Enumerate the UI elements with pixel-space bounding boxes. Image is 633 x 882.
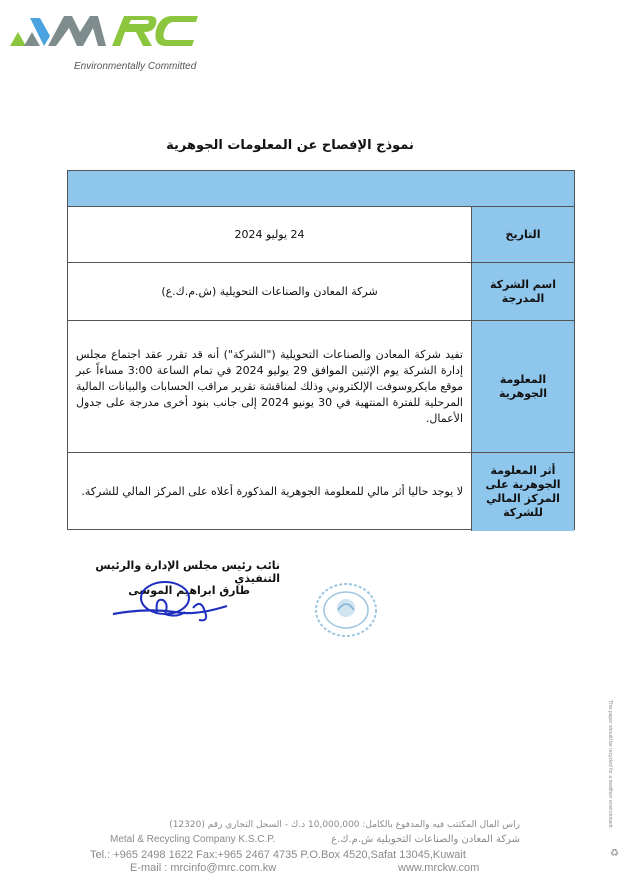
footer-email: E-mail : mrcinfo@mrc.com.kw [130,862,277,874]
logo-tagline: Environmentally Committed [74,61,197,72]
mrc-logo-mark [10,10,210,60]
date-label: التاريخ [472,207,574,262]
date-value: 24 يوليو 2024 [68,207,472,262]
table-row-financial-impact [68,453,574,531]
table-row-material-info [68,321,574,453]
material-info-label: المعلومة الجوهرية [472,321,574,452]
recycle-icon: ♻ [610,848,619,859]
company-label: اسم الشركة المدرجة [472,263,574,320]
material-info-value: تفيد شركة المعادن والصناعات التحويلية ("الشركة") أنه قد تقرر عقد اجتماع مجلس إدارة الشركة يوم الإثنين الموافق 29 يوليو 2024 في تمام الساعة 3:00 مساءاً عبر موقع مايكروسوفت الإلكتروني وذلك لمناقشة تقرير مراقب الحسابات والبيانات المالية المرحلية للفترة المنتهية في 30 يونيو 2024 إلى جانب بنود أخرى مدرجة على جدول الأعمال. [68,321,472,452]
signatory-name: طارق ابراهيم الموسى [128,584,250,597]
footer-company-en: Metal & Recycling Company K.S.C.P. [110,834,276,845]
company-seal [312,580,382,640]
footer-website: www.mrckw.com [398,862,480,874]
table-row-company [68,263,574,321]
footer-capital-line: راس المال المكتتب فيه والمدفوع بالكامل: 10,000,000 د.ك - السجل التجاري رقم (12320) [169,820,520,830]
handwritten-signature [105,568,235,628]
table-header-band [68,171,574,207]
financial-impact-value: لا يوجد حاليا أثر مالي للمعلومة الجوهرية المذكورة أعلاه على المركز المالي للشركة. [68,453,472,531]
recycle-note-text: This paper should be recycled for a healthier environment. [607,700,613,829]
financial-impact-label: أثر المعلومة الجوهرية على المركز المالي للشركة [472,453,574,531]
footer-contact-line: Tel.: +965 2498 1622 Fax:+965 2467 4735 P.O.Box 4520,Safat 13045,Kuwait [90,849,466,861]
company-value: شركة المعادن والصناعات التحويلية (ش.م.ك.ع) [68,263,472,320]
disclosure-table [67,170,575,530]
table-row-date [68,207,574,263]
document-title: نموذج الإفصاح عن المعلومات الجوهرية [166,138,414,153]
footer-company-ar: شركة المعادن والصناعات التحويلية ش.م.ك.ع [331,834,520,845]
signatory-title: نائب رئيس مجلس الإدارة والرئيس التنفيذي [95,559,280,585]
recycle-note [603,700,617,850]
